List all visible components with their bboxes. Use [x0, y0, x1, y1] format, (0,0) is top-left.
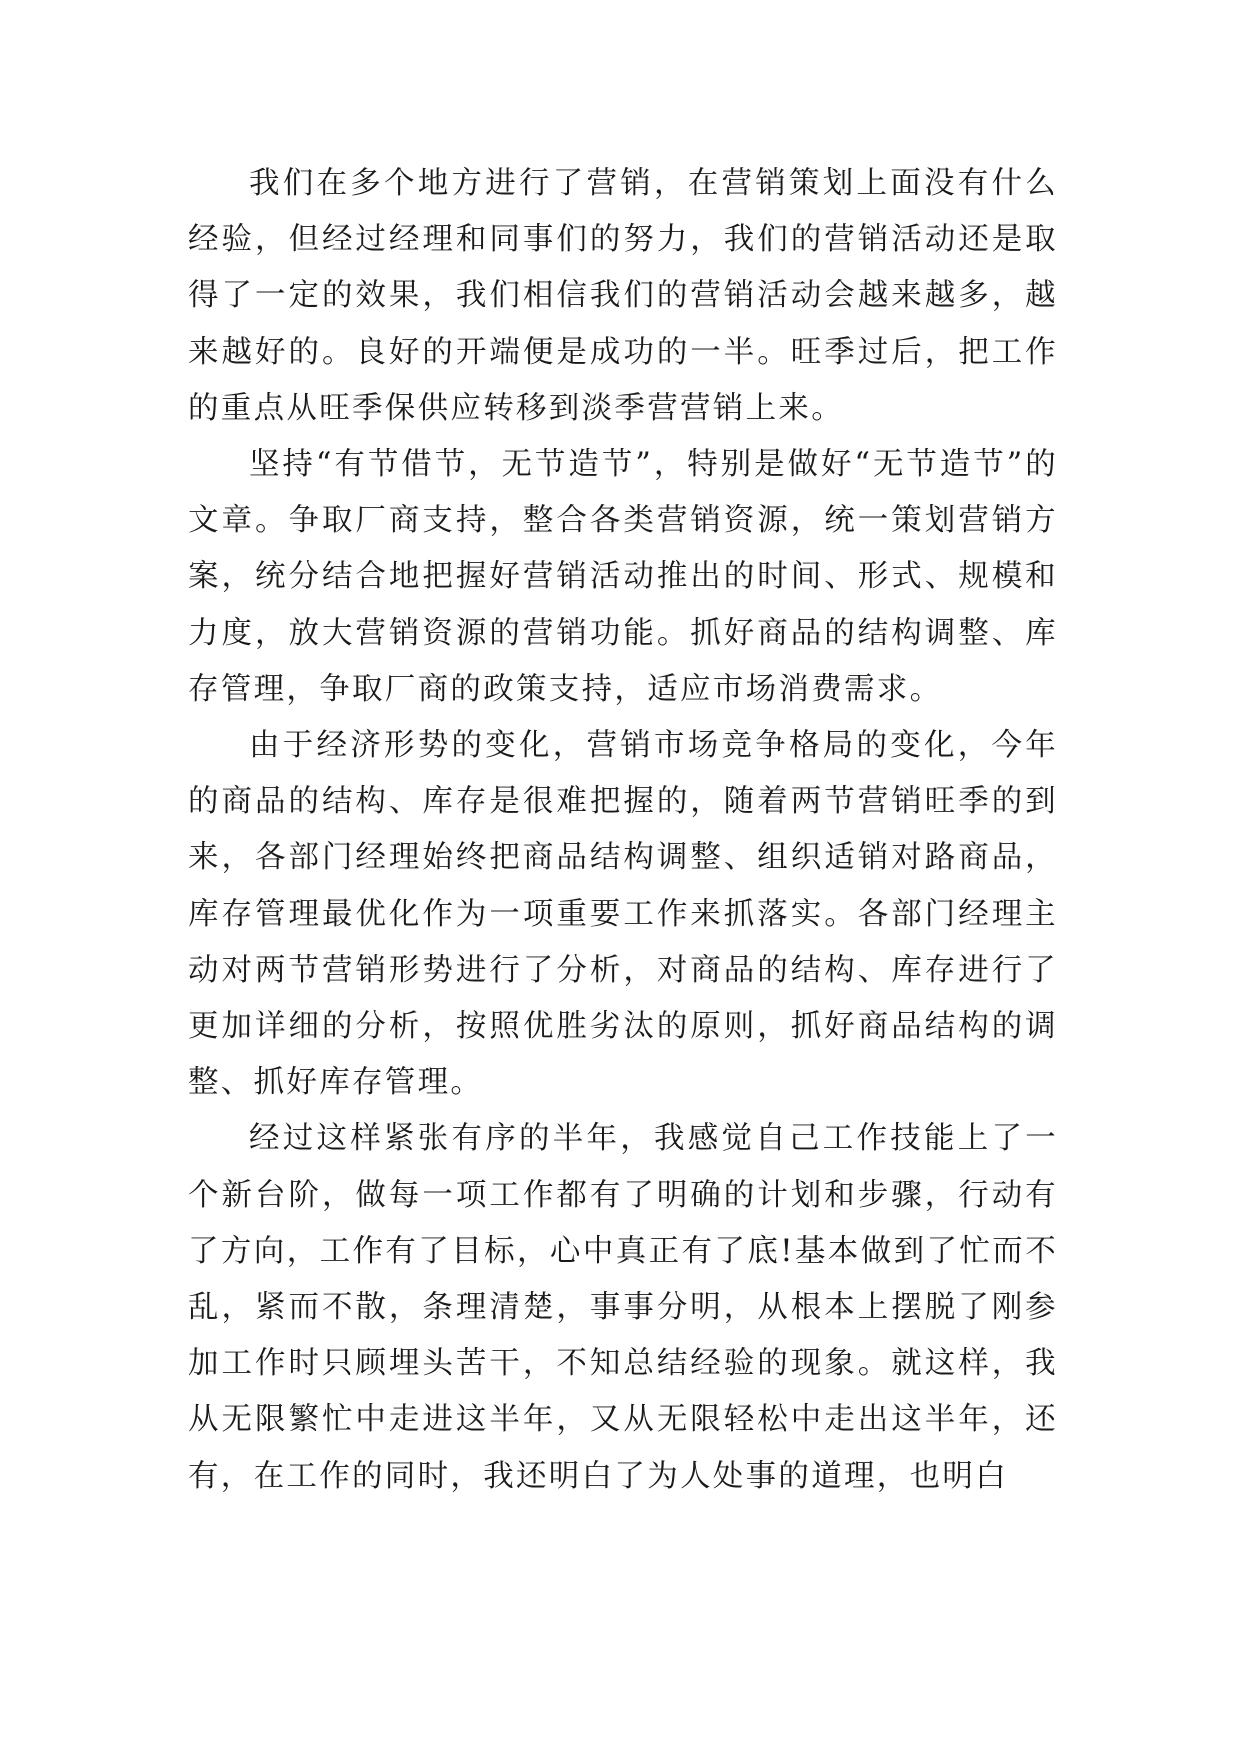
paragraph-4: 经过这样紧张有序的半年，我感觉自己工作技能上了一个新台阶，做每一项工作都有了明确的计划和步骤，行动有了方向，工作有了目标，心中真正有了底!基本做到了忙而不乱，紧而不散，条理清楚，事事分明，从根本上摆脱了刚参加工作时只顾埋头苦干，不知总结经验的现象。就这样，我从无限繁忙中走进这半年，又从无限轻松中走出这半年，还有，在工作的同时，我还明白了为人处事的道理，也明白 — [188, 1121, 1058, 1494]
paragraph-3: 由于经济形势的变化，营销市场竞争格局的变化，今年的商品的结构、库存是很难把握的，随着两节营销旺季的到来，各部门经理始终把商品结构调整、组织适销对路商品，库存管理最优化作为一项重要工作来抓落实。各部门经理主动对两节营销形势进行了分析，对商品的结构、库存进行了更加详细的分析，按照优胜劣汰的原则，抓好商品结构的调整、抓好库存管理。 — [188, 728, 1058, 1101]
document-body — [188, 156, 1058, 1505]
paragraph-1: 我们在多个地方进行了营销，在营销策划上面没有什么经验，但经过经理和同事们的努力，我们的营销活动还是取得了一定的效果，我们相信我们的营销活动会越来越多，越来越好的。良好的开端便是成功的一半。旺季过后，把工作的重点从旺季保供应转移到淡季营营销上来。 — [188, 166, 1058, 426]
paragraph-2: 坚持“有节借节，无节造节”，特别是做好“无节造节”的文章。争取厂商支持，整合各类营销资源，统一策划营销方案，统分结合地把握好营销活动推出的时间、形式、规模和力度，放大营销资源的营销功能。抓好商品的结构调整、库存管理，争取厂商的政策支持，适应市场消费需求。 — [188, 447, 1058, 707]
